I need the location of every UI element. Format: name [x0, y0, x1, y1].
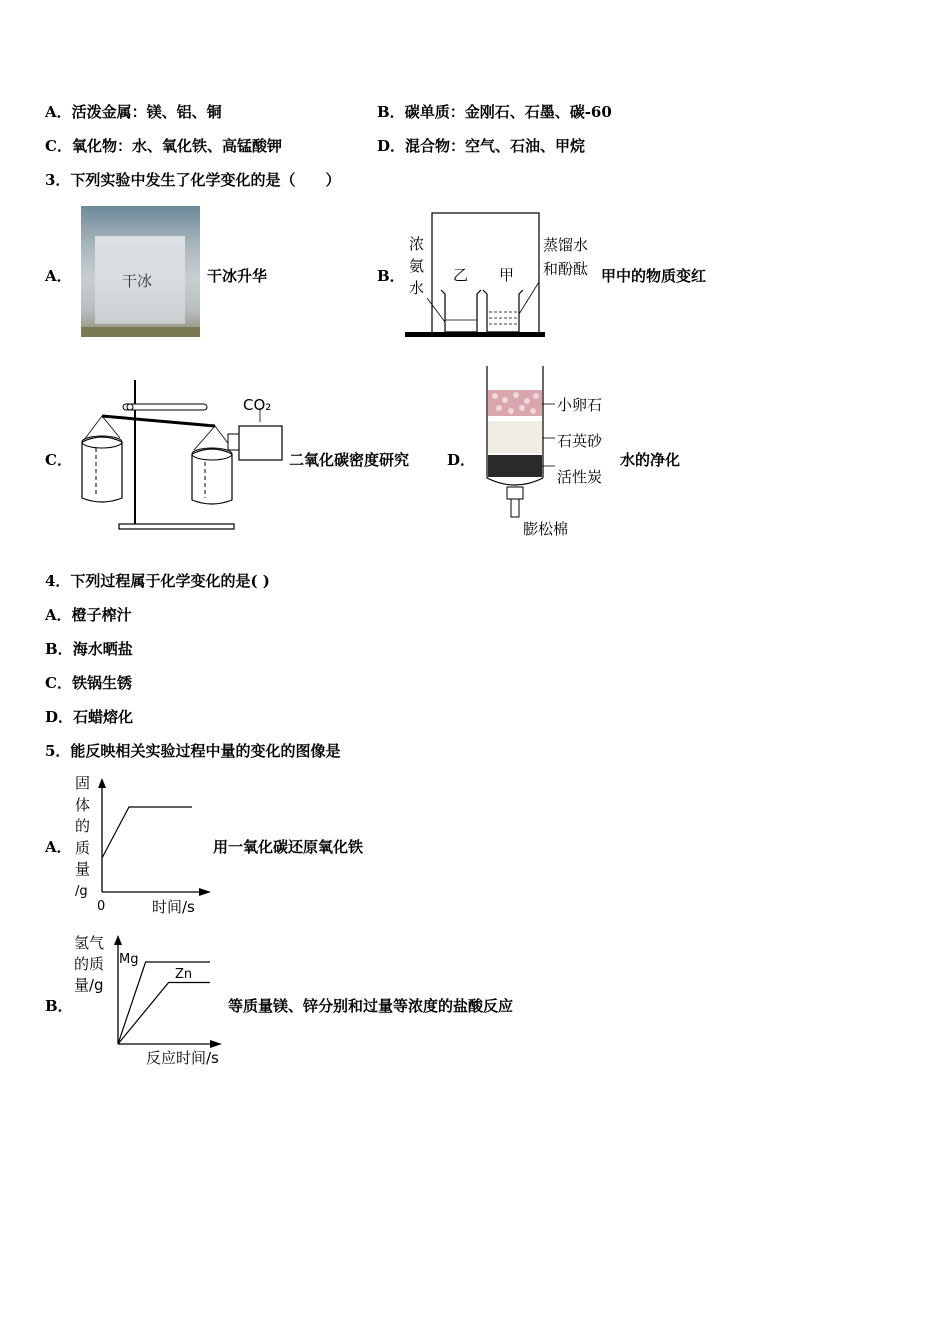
q2-option-a: A．活泼金属：镁、铝、铜 [45, 103, 222, 121]
chart-b-mg-label: Mg [119, 952, 139, 967]
chart-b-x-arrow [210, 1040, 222, 1048]
q5-a-letter: A． [45, 838, 72, 856]
co2-label: CO₂ [243, 396, 272, 414]
quartz-sand-label: 石英砂 [557, 432, 603, 450]
q3-a-text: 干冰升华 [207, 267, 268, 285]
q3-d-letter: D． [447, 451, 476, 469]
ammonia-vertical-label [409, 233, 424, 299]
chart-a-y-arrow [98, 778, 106, 788]
q3-stem: 3．下列实验中发生了化学变化的是（ ） [45, 171, 341, 189]
chart-b-series-mg [118, 962, 210, 1044]
ammonia-char-1: 浓 [409, 235, 425, 253]
chart-a-ylabel [75, 773, 90, 902]
q3-a-letter: A． [45, 267, 72, 285]
chart-a-origin: 0 [97, 899, 106, 914]
q3-c-letter: C． [45, 451, 72, 469]
q2-option-d: D．混合物：空气、石油、甲烷 [377, 137, 586, 155]
dry-ice-label: 干冰 [122, 272, 153, 290]
chart-b-ylabel-line: 的质 [74, 955, 105, 973]
ammonia-char-3: 水 [409, 279, 425, 297]
q5-b-letter: B． [45, 997, 73, 1015]
q4-option-a: A．橙子榨汁 [45, 606, 132, 624]
ammonia-char-2: 氨 [409, 257, 425, 275]
cotton-label: 膨松棉 [523, 520, 569, 538]
distilled-water-label: 蒸馏水 [543, 236, 589, 254]
q4-option-c: C．铁锅生锈 [45, 674, 132, 692]
chart-a-x-arrow [199, 888, 211, 896]
beaker-yi-label: 乙 [453, 266, 469, 284]
q2-option-c: C．氧化物：水、氧化铁、高锰酸钾 [45, 137, 282, 155]
chart-a-ylabel-char: 质 [75, 838, 91, 857]
q3-d-text: 水的净化 [620, 451, 681, 469]
q4-stem: 4．下列过程属于化学变化的是( ) [45, 572, 270, 590]
phenolphthalein-label: 和酚酞 [543, 260, 589, 278]
chart-a-series-line [102, 807, 192, 858]
q4-option-d: D．石蜡熔化 [45, 708, 134, 726]
chart-a-ylabel-char: 体 [75, 795, 91, 814]
pebbles-label: 小卵石 [557, 396, 603, 414]
beaker-jia-label: 甲 [499, 266, 515, 284]
chart-a-xlabel: 时间/s [152, 898, 195, 916]
chart-a-ylabel-char: 固 [75, 774, 91, 792]
chart-b-ylabel-line: 氢气 [74, 934, 105, 952]
q5-stem: 5．能反映相关实验过程中量的变化的图像是 [45, 742, 341, 760]
chart-b-ylabel [74, 933, 104, 996]
chart-b-zn-label: Zn [175, 967, 193, 982]
chart-a-plot [95, 776, 215, 896]
chart-b-y-arrow [114, 935, 122, 945]
q3-b-letter: B． [377, 267, 405, 285]
water-purifier-diagram [483, 366, 563, 524]
ammonia-experiment-diagram [405, 210, 545, 340]
activated-carbon-label: 活性炭 [557, 468, 603, 486]
q4-option-b: B．海水晒盐 [45, 640, 133, 658]
q5-b-text: 等质量镁、锌分别和过量等浓度的盐酸反应 [228, 997, 514, 1015]
q3-b-text: 甲中的物质变红 [601, 267, 707, 285]
chart-a-ylabel-char: 量 [75, 860, 91, 878]
dry-ice-photo [81, 206, 200, 337]
q5-a-text: 用一氧化碳还原氧化铁 [213, 838, 364, 856]
chart-b-xlabel: 反应时间/s [146, 1049, 219, 1067]
q2-option-b: B．碳单质：金刚石、石墨、碳-60 [377, 103, 612, 121]
chart-a-ylabel-char: /g [75, 883, 88, 899]
chart-b-series-zn [118, 983, 210, 1045]
q3-c-text: 二氧化碳密度研究 [289, 451, 410, 469]
chart-a-ylabel-char: 的 [75, 817, 91, 835]
chart-b-ylabel-line: 量/g [74, 976, 104, 994]
